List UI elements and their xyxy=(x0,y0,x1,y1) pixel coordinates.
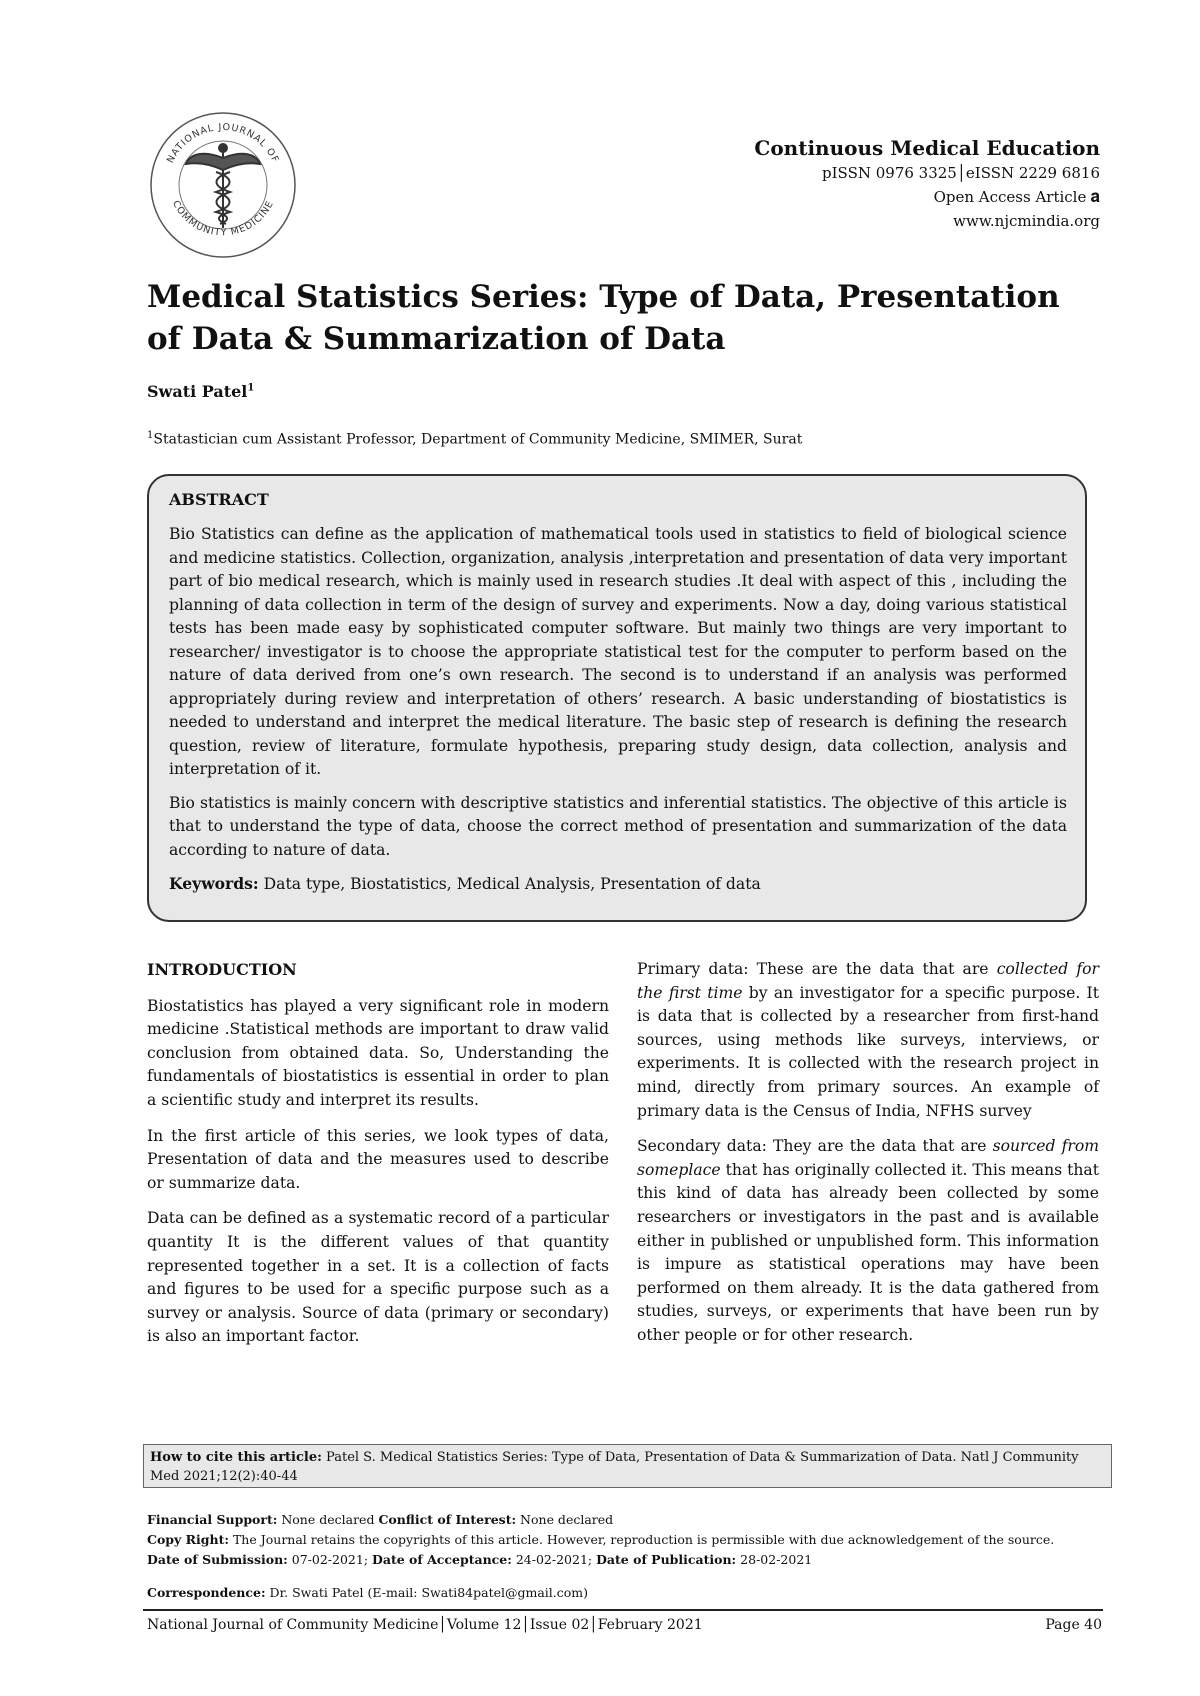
acceptance-value: 24-02-2021; xyxy=(511,1552,597,1567)
issn-line: pISSN 0976 3325│eISSN 2229 6816 xyxy=(822,164,1100,182)
acceptance-label: Date of Acceptance: xyxy=(372,1552,512,1567)
abstract-box xyxy=(147,474,1087,922)
conflict-label: Conflict of Interest: xyxy=(378,1512,517,1527)
affiliation-line xyxy=(147,430,802,448)
footer-journal-info: National Journal of Community Medicine│Volume 12│Issue 02│February 2021 xyxy=(147,1617,703,1633)
left-column xyxy=(147,958,609,1361)
open-access-line xyxy=(600,185,1100,209)
affiliation-marker: 1 xyxy=(147,430,154,441)
caduceus-icon xyxy=(186,144,260,228)
secondary-data-text-a: Secondary data: They are the data that are xyxy=(637,1137,993,1156)
correspondence-line xyxy=(147,1585,588,1600)
dates-line xyxy=(147,1550,1107,1570)
primary-data-text-b: by an investigator for a specific purpose. It is data that is collected by a researcher from first-hand sources, using methods like surveys, interviews, or experiments. It is collected with the research project in mind, directly from primary sources. An example of primary data is the Census of India, NFHS survey xyxy=(637,983,1099,1120)
abstract-heading: ABSTRACT xyxy=(169,490,269,509)
primary-data-emphasis: collected for the first time xyxy=(637,960,1100,1002)
primary-data-text-a: Primary data: These are the data that are xyxy=(637,960,997,978)
abstract-paragraph-2: Bio statistics is mainly concern with descriptive statistics and inferential statistics. The objective of this article is that to understand the type of data, choose the correct method of presentation and summarization of the data according to nature of data. xyxy=(169,793,1067,859)
submission-label: Date of Submission: xyxy=(147,1552,288,1567)
logo-ring-top-text: NATIONAL JOURNAL OF xyxy=(165,121,281,165)
right-column xyxy=(637,958,1099,1360)
logo-ring-bottom-text: COMMUNITY MEDICINE xyxy=(169,198,277,239)
journal-section-name: Continuous Medical Education xyxy=(754,136,1100,160)
author-affiliation-marker: 1 xyxy=(247,382,255,394)
primary-data-paragraph xyxy=(637,958,1099,1123)
footer-divider xyxy=(143,1609,1103,1611)
secondary-data-paragraph xyxy=(637,1135,1099,1347)
intro-paragraph-2: In the first article of this series, we look types of data, Presentation of data and the measures used to describe or summarize data. xyxy=(147,1126,609,1192)
financial-support-value: None declared xyxy=(277,1512,379,1527)
author-name: Swati Patel xyxy=(147,382,248,401)
introduction-heading: INTRODUCTION xyxy=(147,960,297,979)
intro-paragraph-1: Biostatistics has played a very significant role in modern medicine .Statistical methods are important to draw valid conclusion from obtained data. So, Understanding the fundamentals of biostatistics is essential in order to plan a scientific study and interpret its results. xyxy=(147,996,609,1109)
affiliation-text: Statastician cum Assistant Professor, Department of Community Medicine, SMIMER, Surat xyxy=(153,431,803,448)
submission-value: 07-02-2021; xyxy=(287,1552,373,1567)
secondary-data-text-b: that has originally collected it. This means that this kind of data has already been collected by some researchers or investigators in the past and is available either in published or unpublished form. This information is impure as statistical operations may have been performed on them already. It is the data gathered from studies, surveys, or experiments that have been run by other people or for other research. xyxy=(637,1160,1099,1344)
correspondence-label: Correspondence: xyxy=(147,1585,266,1600)
publication-label: Date of Publication: xyxy=(596,1552,737,1567)
article-meta xyxy=(147,1510,1107,1570)
citation-label: How to cite this article: xyxy=(150,1450,322,1465)
support-line xyxy=(147,1510,1107,1530)
open-access-label: Open Access Article xyxy=(933,188,1087,206)
article-title: Medical Statistics Series: Type of Data, Presentation of Data & Summarization of Data xyxy=(147,279,1060,357)
publication-value: 28-02-2021 xyxy=(736,1552,813,1567)
keywords-line xyxy=(169,872,1067,896)
abstract-paragraph-1: Bio Statistics can define as the application of mathematical tools used in statistics to field of biological science and medicine statistics. Collection, organization, analysis ,interpretation and presentation of data very important part of bio medical research, which is mainly used in research studies .It deal with aspect of this , including the planning of data collection in term of the design of survey and experiments. Now a day, doing various statistical tests has been made easy by sophisticated computer software. But mainly two things are very important to researcher/ investigator is to choose the appropriate statistical test for the computer to perform based on the nature of data derived from one’s own research. The second is to understand if an analysis was performed appropriately during review and interpretation of others’ research. A basic understanding of biostatistics is needed to understand and interpret the medical literature. The basic step of research is defining the research question, review of literature, formulate hypothesis, preparing study design, data collection, analysis and interpretation of it. xyxy=(169,525,1067,778)
financial-support-label: Financial Support: xyxy=(147,1512,278,1527)
keywords-label: Keywords: xyxy=(169,874,259,893)
intro-paragraph-3: Data can be defined as a systematic record of a particular quantity It is the different values of that quantity represented together in a set. It is a collection of facts and figures to be used for a specific purpose such as a survey or analysis. Source of data (primary or secondary) is also an important factor. xyxy=(147,1209,609,1346)
journal-website-link[interactable]: www.njcmindia.org xyxy=(953,212,1100,230)
journal-header xyxy=(600,135,1100,233)
citation-box xyxy=(143,1444,1112,1488)
copyright-line xyxy=(147,1530,1107,1550)
copyright-label: Copy Right: xyxy=(147,1532,229,1547)
open-access-icon: 𝐚 xyxy=(1090,187,1100,207)
journal-logo xyxy=(148,110,298,260)
author-line xyxy=(147,382,254,401)
citation-text: Patel S. Medical Statistics Series: Type of Data, Presentation of Data & Summarization of Data. Natl J Community Med 2021;12(2):40-44 xyxy=(150,1450,1079,1484)
keywords-value: Data type, Biostatistics, Medical Analysis, Presentation of data xyxy=(263,875,761,893)
copyright-value: The Journal retains the copyrights of this article. However, reproduction is permissible with due acknowledgement of the source. xyxy=(229,1532,1055,1547)
correspondence-value: Dr. Swati Patel (E-mail: Swati84patel@gmail.com) xyxy=(265,1585,589,1600)
secondary-data-emphasis: sourced from someplace xyxy=(637,1137,1099,1179)
conflict-value: None declared xyxy=(516,1512,614,1527)
footer-page-number: Page 40 xyxy=(1045,1617,1102,1633)
